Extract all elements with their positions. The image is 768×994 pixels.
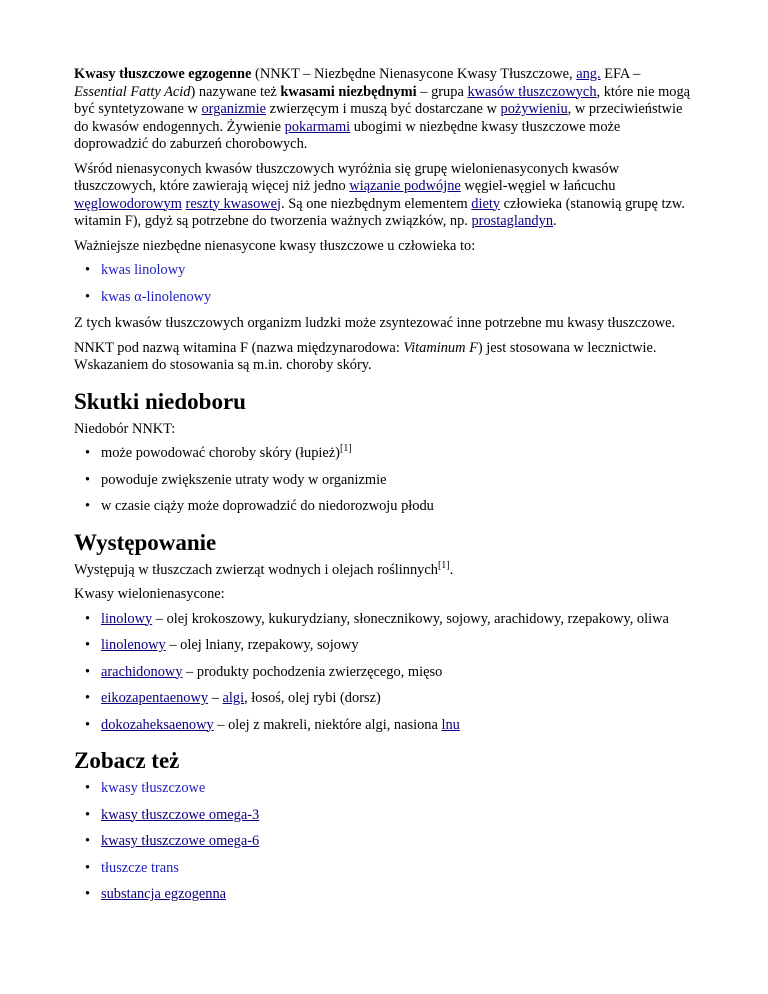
item-text: może powodować choroby skóry (łupież)	[101, 445, 340, 461]
occurrence-intro	[74, 559, 694, 580]
para-text: węgiel-węgiel w łańcuchu	[460, 178, 616, 194]
prostaglandins-link[interactable]: prostaglandyn	[471, 213, 554, 229]
double-bond-link[interactable]: wiązanie podwójne	[349, 178, 461, 194]
occurrence-list	[74, 611, 694, 735]
ang-link[interactable]: ang.	[576, 66, 601, 82]
para-text: .	[553, 213, 557, 229]
item-text: – produkty pochodzenia zwierzęcego, mięso	[182, 663, 443, 680]
essential-acids-list	[74, 262, 694, 306]
efa-italic: Essential Fatty Acid	[74, 83, 191, 100]
intro-text: , w przeciwieństwie do kwasów endogennych. Żywienie	[74, 101, 683, 135]
vitamin-f-paragraph	[74, 340, 694, 375]
intro-text: (NNKT – Niezbędne Nienasycone Kwasy Tłuszczowe,	[251, 66, 577, 82]
list-item	[101, 445, 694, 463]
eicosapentaenoic-link[interactable]: eikozapentaenowy	[101, 690, 209, 706]
linoleic-acid-link[interactable]: kwas linolowy	[101, 262, 186, 278]
see-also-heading: Zobacz też	[74, 748, 180, 773]
list-item	[101, 807, 694, 825]
item-text: Występują w tłuszczach zwierząt wodnych i olejach roślinnych	[74, 561, 438, 578]
occurrence-heading: Występowanie	[74, 529, 217, 555]
arachidonic-link[interactable]: arachidonowy	[101, 663, 183, 680]
algae-link[interactable]: algi	[222, 690, 245, 706]
item-text: .	[449, 561, 454, 578]
para-text: NNKT pod nazwą witamina F (nazwa międzynarodowa:	[74, 339, 404, 356]
see-also-link[interactable]: substancja egzogenna	[101, 886, 227, 902]
list-item	[101, 637, 694, 655]
docosahexaenoic-link[interactable]: dokozaheksaenowy	[101, 716, 214, 733]
para-text: Wśród nienasyconych kwasów tłuszczowych wyróżnia się grupę wielonienasyconych kwasów tłuszczowych, które zawierają więcej niż jedno	[74, 160, 620, 194]
diet-link[interactable]: diety	[471, 195, 501, 212]
polyunsaturated-label: Kwasy wielonienasycone:	[74, 586, 225, 602]
intro-text: ubogimi w niezbędne kwasy tłuszczowe może doprowadzić do zaburzeń chorobowych.	[74, 118, 621, 152]
see-also-list	[74, 780, 694, 904]
see-also-link[interactable]: kwasy tłuszczowe omega-6	[101, 833, 260, 849]
intro-text: zwierzęcym i muszą być dostarczane w	[265, 101, 501, 117]
see-also-link[interactable]: kwasy tłuszczowe	[101, 780, 206, 796]
item-text: w czasie ciąży może doprowadzić do niedorozwoju płodu	[101, 498, 434, 514]
list-item	[101, 611, 694, 629]
hydrocarbon-link[interactable]: węglowodorowym	[74, 195, 182, 212]
list-item	[101, 262, 694, 280]
alias-bold: kwasami niezbędnymi	[280, 83, 417, 100]
deficiency-intro: Niedobór NNKT:	[74, 420, 176, 437]
intro-text: EFA –	[600, 66, 641, 82]
list-item	[101, 860, 694, 878]
deficiency-list	[74, 445, 694, 516]
intro-text: , które nie mogą być syntetyzowane w	[74, 83, 691, 117]
deficiency-heading: Skutki niedoboru	[74, 388, 246, 414]
polyunsaturated-paragraph	[74, 161, 694, 231]
list-item	[101, 472, 694, 490]
foods-link[interactable]: pokarmami	[284, 118, 351, 135]
item-text: – olej z makreli, niektóre algi, nasiona	[213, 716, 442, 733]
list-item	[101, 717, 694, 735]
linoleic-link[interactable]: linolowy	[101, 610, 153, 627]
list-item	[101, 833, 694, 851]
reference-link[interactable]: [1]	[437, 559, 450, 571]
intro-text: ) nazywane też	[190, 83, 281, 100]
intro-text: – grupa	[416, 83, 468, 100]
item-text: – olej lniany, rzepakowy, sojowy	[165, 637, 359, 653]
synthesis-paragraph: Z tych kwasów tłuszczowych organizm ludzki może zsyntezować inne potrzebne mu kwasy tłuszczowe.	[74, 315, 676, 331]
list-item	[101, 289, 694, 307]
fatty-acids-link[interactable]: kwasów tłuszczowych	[467, 83, 597, 100]
item-text: –	[208, 690, 223, 706]
list-item	[101, 780, 694, 798]
list-item	[101, 664, 694, 682]
item-text: powoduje zwiększenie utraty wody w organizmie	[101, 471, 387, 488]
para-text: ) jest stosowana w lecznictwie. Wskazaniem do stosowania są m.in. choroby skóry.	[74, 339, 657, 373]
essential-intro-paragraph: Ważniejsze niezbędne nienasycone kwasy tłuszczowe u człowieka to:	[74, 237, 476, 254]
list-item	[101, 886, 694, 904]
flax-link[interactable]: lnu	[441, 716, 460, 733]
item-text: , łosoś, olej rybi (dorsz)	[244, 690, 381, 706]
para-text: . Są one niezbędnym elementem	[281, 195, 472, 212]
linolenic-link[interactable]: linolenowy	[101, 637, 166, 653]
alpha-linolenic-acid-link[interactable]: kwas α-linolenowy	[101, 288, 212, 305]
list-item	[101, 690, 694, 708]
vitaminum-italic: Vitaminum F	[403, 339, 478, 356]
reference-link[interactable]: [1]	[339, 443, 352, 454]
food-link[interactable]: pożywieniu	[500, 101, 568, 117]
acid-residue-link[interactable]: reszty kwasowej	[185, 195, 282, 212]
see-also-link[interactable]: kwasy tłuszczowe omega-3	[101, 806, 260, 823]
term-bold: Kwasy tłuszczowe egzogenne	[74, 66, 252, 82]
organism-link[interactable]: organizmie	[201, 101, 266, 117]
see-also-link[interactable]: tłuszcze trans	[101, 859, 179, 876]
item-text: – olej krokoszowy, kukurydziany, słonecznikowy, sojowy, arachidowy, rzepakowy, oliwa	[152, 610, 669, 627]
intro-paragraph	[74, 66, 694, 154]
list-item	[101, 498, 694, 516]
para-text: człowieka (stanowią grupę tzw. witamin F), gdyż są potrzebne do tworzenia ważnych związków, np.	[74, 195, 685, 229]
